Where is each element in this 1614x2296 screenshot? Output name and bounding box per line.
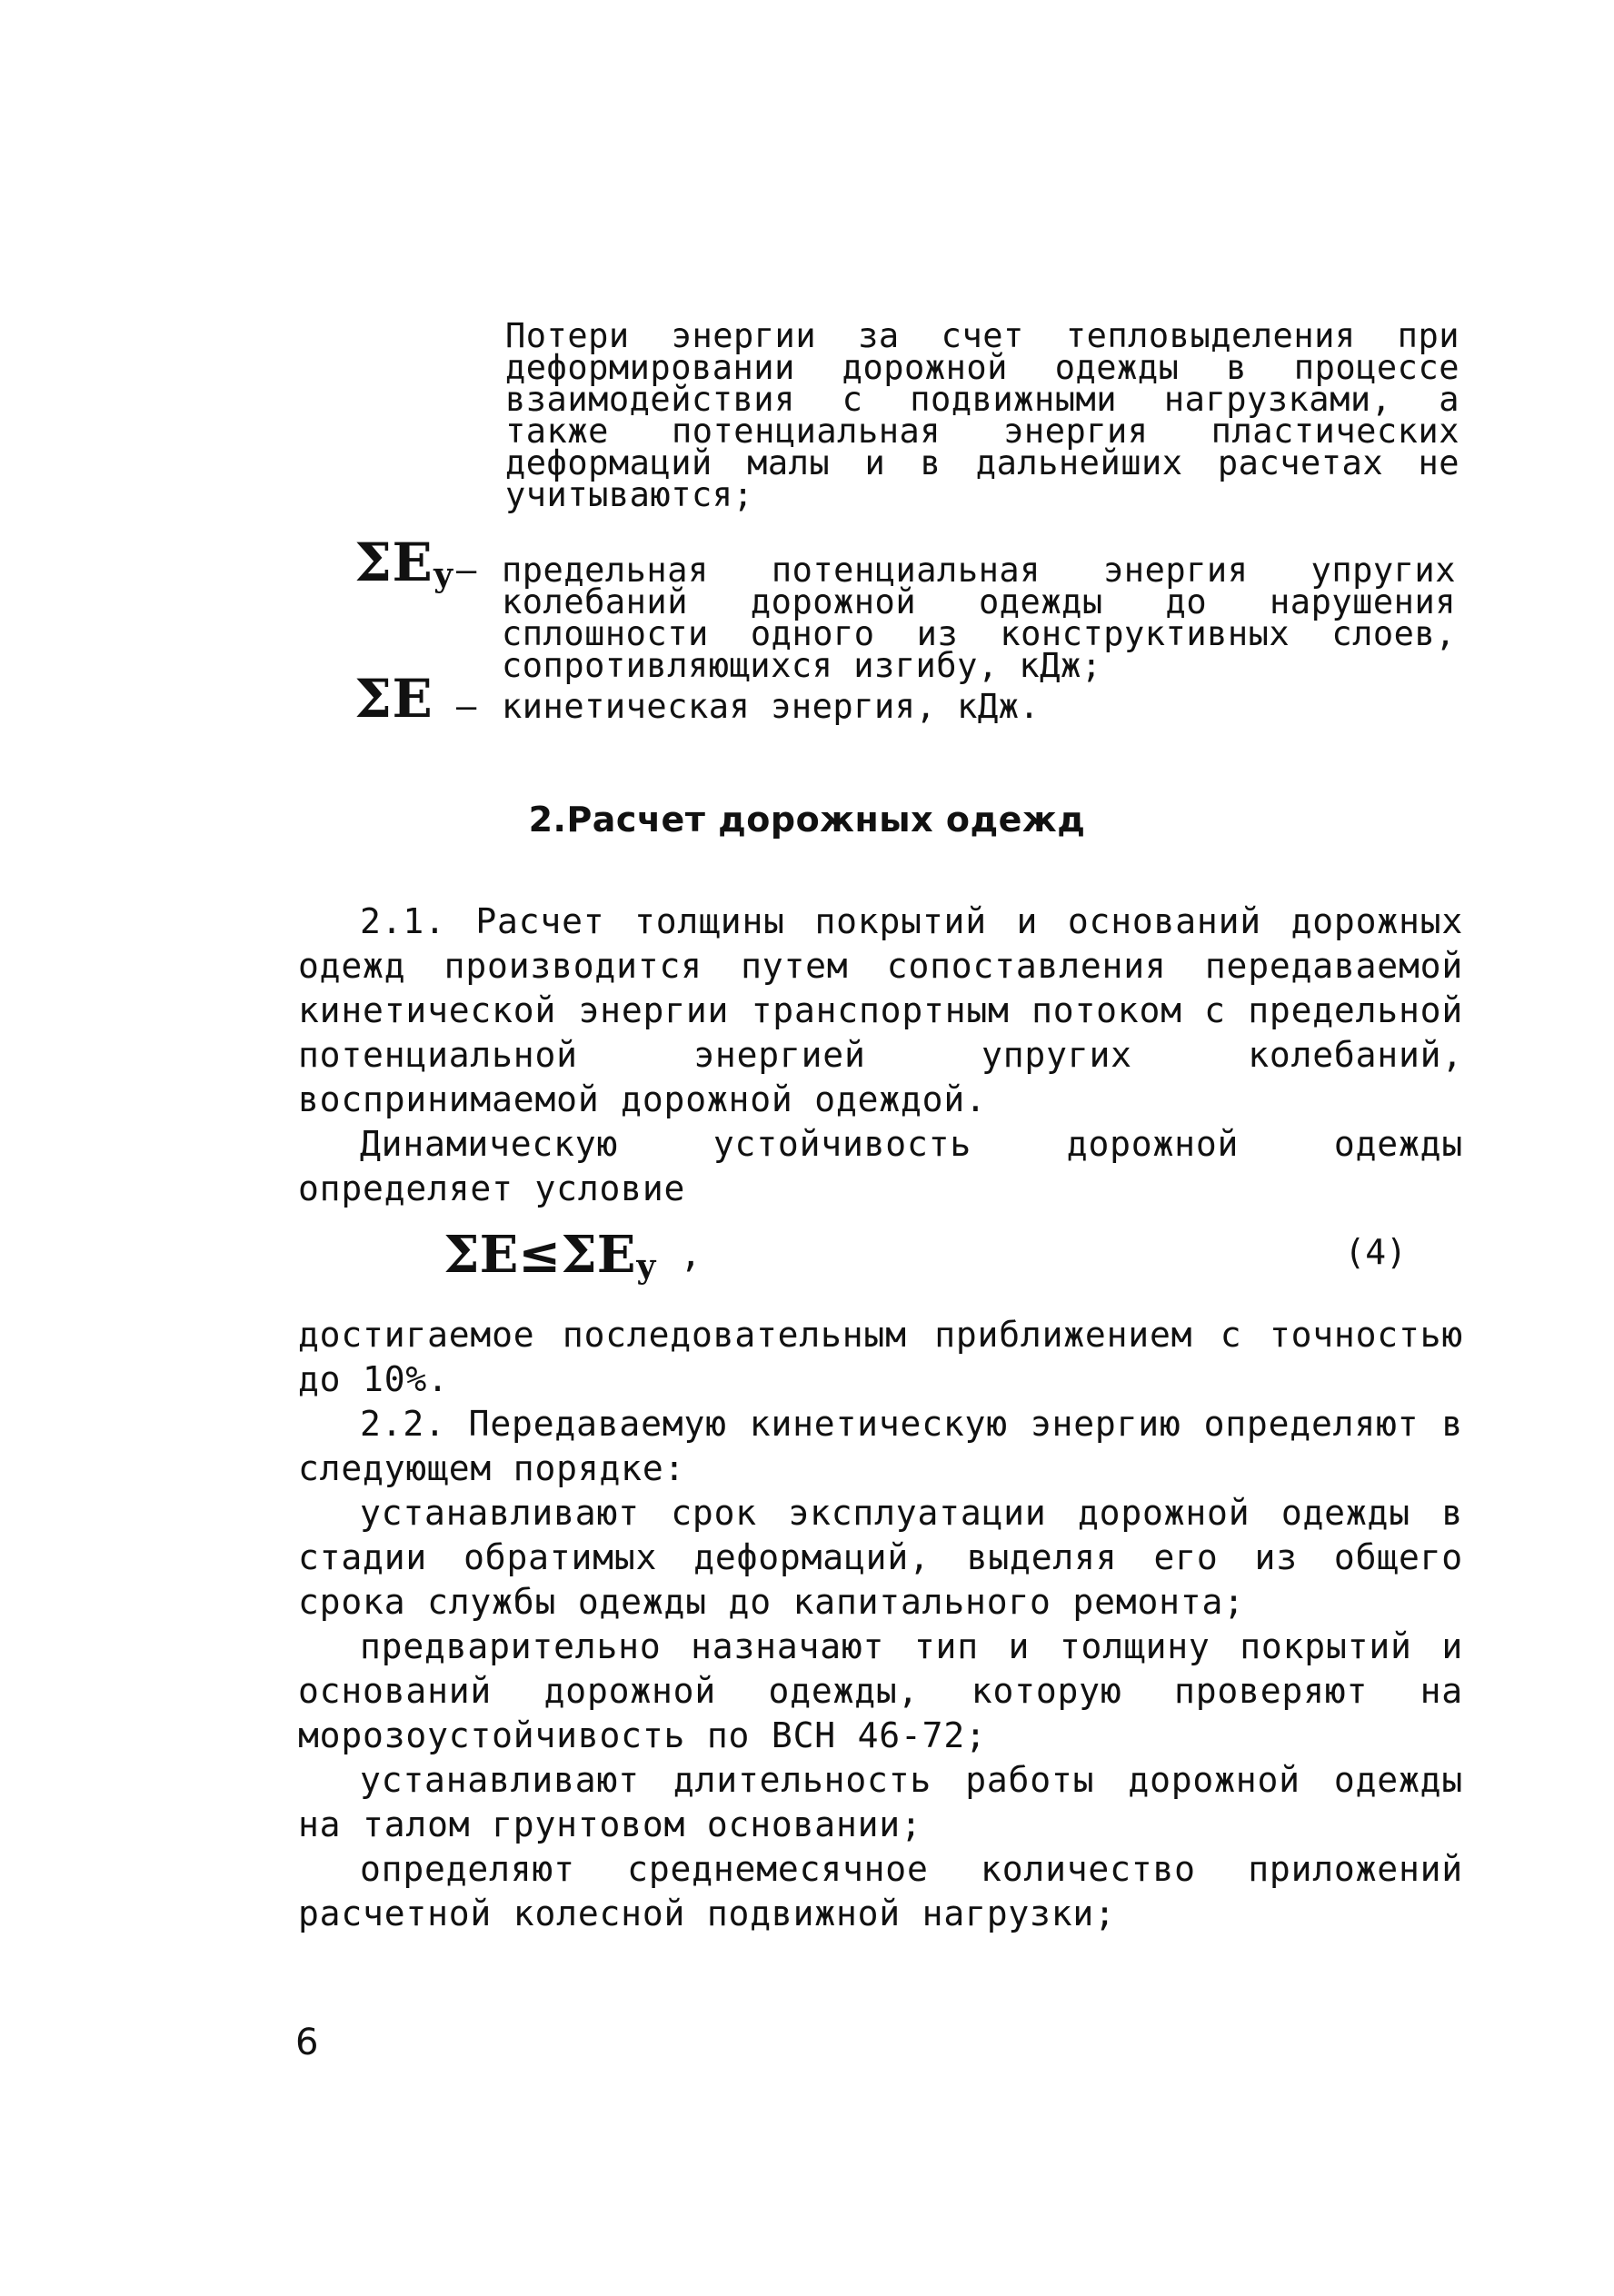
body-text-block-1 (298, 900, 1463, 1211)
paragraph-2-1: 2.1. Расчет толщины покрытий и оснований дорожных одежд производится путем сопоставления передаваемой кинетической энергии транспортным потоком с предельной потенциальной энергией упругих колебаний, воспринимаемой дорожной одеждой. (298, 901, 1463, 1119)
symbol-sum-e: ΣE (354, 668, 433, 730)
paragraph-2-2: 2.2. Передаваемую кинетическую энергию определяют в следующем порядке: (298, 1404, 1463, 1488)
formula-comma: , (680, 1234, 702, 1276)
body-text-block-2 (298, 1313, 1463, 1936)
equation-number: (4) (1344, 1232, 1407, 1272)
paragraph-stability-condition: Динамическую устойчивость дорожной одежды определяет условие (298, 1124, 1463, 1208)
formula-4 (298, 1225, 1463, 1297)
symbol-sum-ey: $\Sigma E_у$ (354, 532, 454, 594)
formula-expression: $\Sigma E\le\Sigma E_у$ (443, 1225, 657, 1286)
definition-text: предельная потенциальная энергия упругих колебаний дорожной одежды до нарушения сплошности одного из конструктивных слоев, сопротивляющихся изгибу, кДж; (502, 551, 1456, 685)
section-heading: 2.Расчет дорожных одежд (528, 800, 1086, 840)
definition-dash: – (456, 551, 477, 590)
list-item-pavement-type: предварительно назначают тип и толщину покрытий и оснований дорожной одежды, которую проверяют на морозоустойчивость по ВСН 46-72; (298, 1626, 1463, 1755)
list-item-thawed-base: устанавливают длительность работы дорожной одежды на талом грунтовом основании; (298, 1760, 1463, 1844)
page-number: 6 (295, 2022, 319, 2063)
definition-intro-paragraph: Потери энергии за счет тепловыделения при деформировании дорожной одежды в процессе взаимодействия с подвижными нагрузками, а также потенциальная энергия пластических деформаций малы и в дальнейших расчетах не учитываются; (505, 316, 1460, 514)
definition-text: кинетическая энергия, кДж. (502, 687, 1041, 726)
paragraph-continuation: достигаемое последовательным приближением с точностью до 10%. (298, 1315, 1463, 1399)
definition-dash: – (456, 687, 477, 726)
list-item-load-applications: определяют среднемесячное количество приложений расчетной колесной подвижной нагрузки; (298, 1849, 1463, 1933)
list-item-service-life: устанавливают срок эксплуатации дорожной одежды в стадии обратимых деформаций, выделяя его из общего срока службы одежды до капитального ремонта; (298, 1493, 1463, 1622)
